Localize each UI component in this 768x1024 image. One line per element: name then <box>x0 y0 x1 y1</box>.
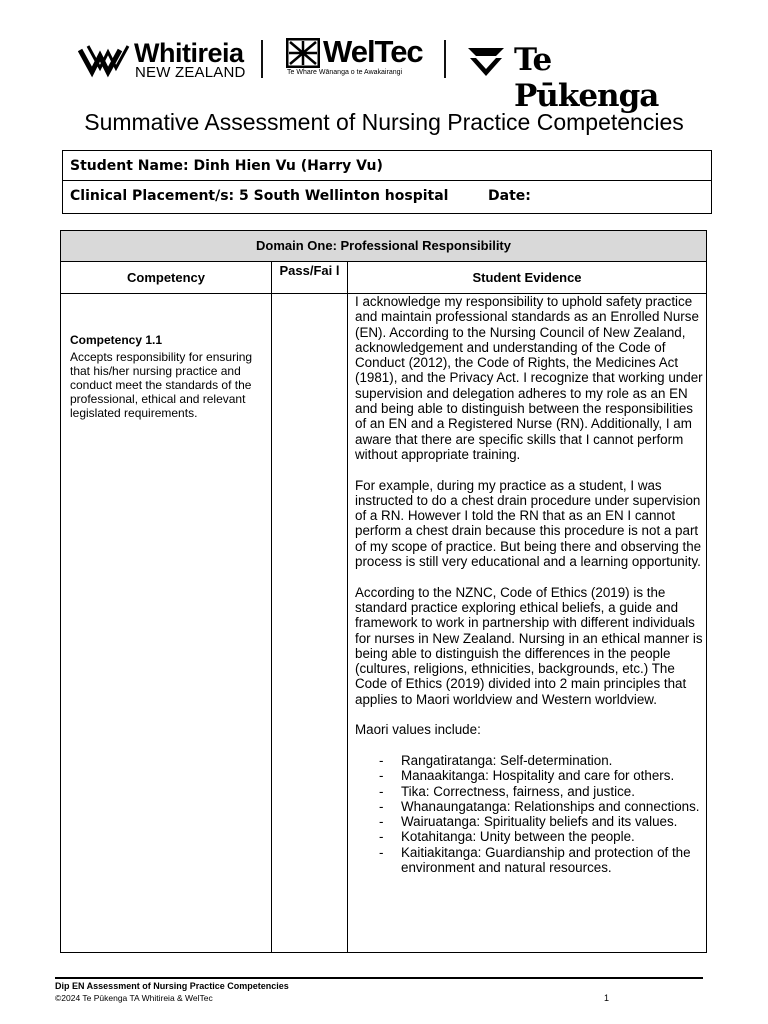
student-evidence <box>355 294 705 875</box>
list-item: - Kotahitanga: Unity between the people. <box>379 829 705 844</box>
logo-divider <box>261 40 263 78</box>
competency-description: Accepts responsibility for ensuring that his/her nursing practice and conduct meet the standards of the professional, ethical and relevant legislated requirements. <box>70 350 253 420</box>
date-label: Date: <box>488 188 531 204</box>
list-item: - Tika: Correctness, fairness, and justice. <box>379 784 705 799</box>
list-item: - Manaakitanga: Hospitality and care for others. <box>379 768 705 783</box>
footer-copyright: ©2024 Te Pūkenga TA Whitireia & WelTec <box>55 993 213 1003</box>
evidence-paragraph: According to the NZNC, Code of Ethics (2019) is the standard practice exploring ethical beliefs, a guide and framework to work in partnership with different individuals for nurses in New Zealand. Nursing in an ethical manner is being able to distinguish the differences in the people (cultures, religions, ethnicities, backgrounds, etc.) The Code of Ethics (2019) divided into 2 main principles that applies to Maori worldview and Western worldview. <box>355 584 703 707</box>
evidence-paragraph: I acknowledge my responsibility to uphold safety practice and maintain professional standards as an Enrolled Nurse (EN). According to the Nursing Council of New Zealand, acknowledgement and understanding of the Code of Conduct (2012), the Code of Rights, the Medicines Act (1981), and the Privacy Act. I recognize that working under supervision and delegation adheres to my role as an EN and being able to distinguish between the responsibilities of an EN and a Registered Nurse (RN). Additionally, I am aware that there are specific skills that I cannot perform without appropriate training. <box>355 294 703 462</box>
student-name-row <box>63 151 711 181</box>
page-number: 1 <box>604 993 610 1003</box>
page-title: Summative Assessment of Nursing Practice Competencies <box>84 109 684 135</box>
header-student-evidence: Student Evidence <box>472 270 582 285</box>
competency-table <box>60 230 707 953</box>
whitireia-sub: NEW ZEALAND <box>135 64 246 81</box>
column-divider <box>271 262 272 952</box>
clinical-placement: Clinical Placement/s: 5 South Wellinton hospital <box>70 188 449 204</box>
tepukenga-name: Te Pūkenga <box>514 42 659 114</box>
evidence-paragraph: For example, during my practice as a student, I was instructed to do a chest drain procedure under supervision of a RN. However I told the RN that as an EN I cannot perform a chest drain because this procedure is not a part of my scope of practice. But being there and observing the process is still very educational and a learning opportunity. <box>355 477 702 570</box>
list-item: - Kaitiakitanga: Guardianship and protection of the environment and natural resources. <box>379 845 705 876</box>
placement-row <box>63 181 711 213</box>
whitireia-name: Whitireia <box>134 38 244 68</box>
weltec-sub: Te Whare Wānanga o te Awakairangi <box>287 69 403 76</box>
weltec-logo <box>283 34 433 82</box>
competency-title: Competency 1.1 <box>70 333 163 347</box>
evidence-paragraph: Maori values include: <box>355 722 481 738</box>
header-competency: Competency <box>126 270 206 285</box>
whitireia-logo <box>78 40 248 80</box>
list-item: - Wairuatanga: Spirituality beliefs and its values. <box>379 814 705 829</box>
student-name: Student Name: Dinh Hien Vu (Harry Vu) <box>70 158 383 174</box>
logo-divider <box>444 40 446 78</box>
student-info-box <box>62 150 712 214</box>
list-item: - Rangatiratanga: Self-determination. <box>379 753 705 768</box>
column-divider <box>347 262 348 952</box>
tepukenga-logo <box>466 40 688 114</box>
whitireia-mark-icon <box>78 42 130 80</box>
logo-banner <box>78 34 688 114</box>
footer-divider <box>55 977 703 979</box>
weltec-name: WelTec <box>323 34 423 69</box>
footer-doc-title: Dip EN Assessment of Nursing Practice Competencies <box>55 981 289 991</box>
maori-values-list <box>355 753 705 875</box>
header-pass-fail: Pass/Fai l <box>279 263 340 278</box>
weltec-mark-icon <box>286 38 320 68</box>
list-item: - Whanaungatanga: Relationships and connections. <box>379 799 705 814</box>
tepukenga-mark-icon <box>466 42 506 78</box>
domain-heading: Domain One: Professional Responsibility <box>61 231 706 262</box>
